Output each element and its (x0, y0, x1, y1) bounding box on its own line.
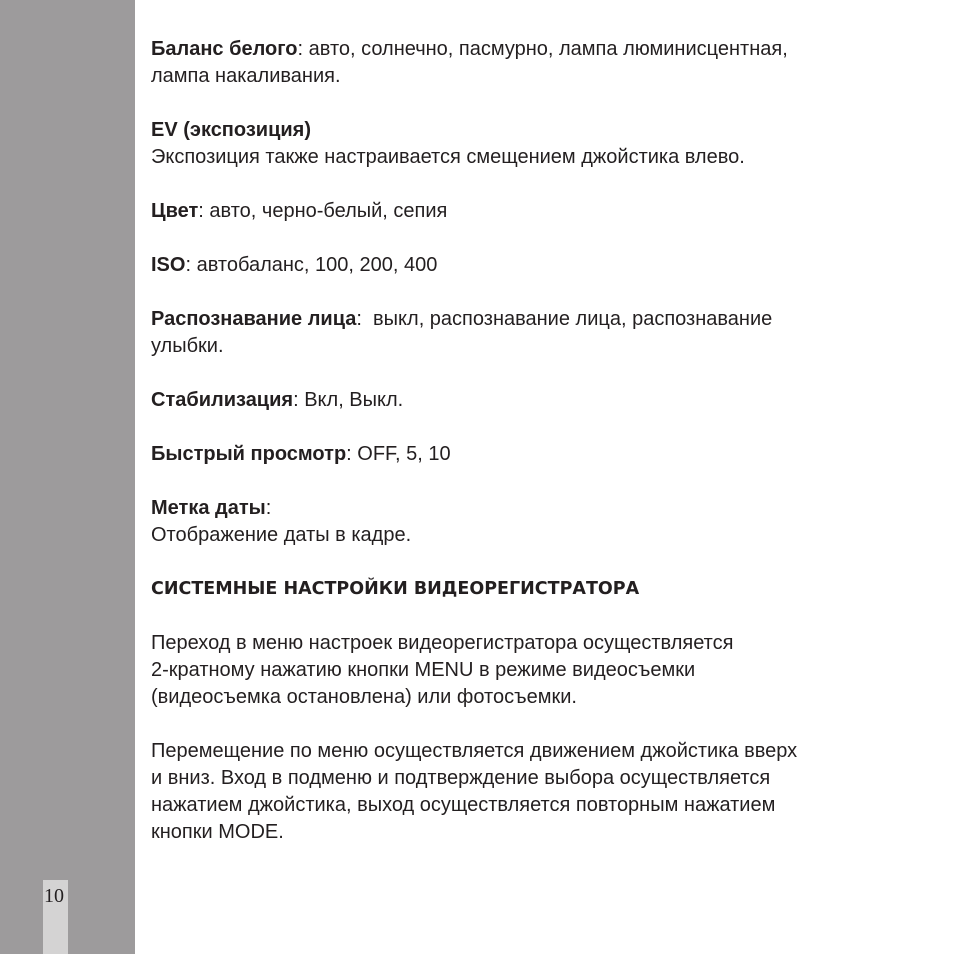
setting-color (151, 198, 911, 225)
setting-stabilization (151, 387, 911, 414)
setting-term: Распознавание лица (151, 308, 357, 330)
paragraph-line: Перемещение по меню осуществляется движением джойстика вверх (151, 740, 798, 762)
setting-values: авто, солнечно, пасмурно, лампа люминисцентная, (308, 38, 788, 60)
menu-navigation-paragraph (151, 738, 911, 846)
setting-values: автобаланс, 100, 200, 400 (196, 254, 438, 276)
setting-values: Вкл, Выкл. (304, 389, 404, 411)
setting-term: Стабилизация (151, 389, 294, 411)
setting-term: Метка даты (151, 497, 266, 519)
setting-separator: : (356, 308, 374, 330)
setting-term: Быстрый просмотр (151, 443, 347, 465)
paragraph-line: и вниз. Вход в подменю и подтверждение выбора осуществляется (151, 767, 771, 789)
setting-separator: : (265, 497, 272, 519)
paragraph-line: кнопки MODE. (151, 821, 284, 843)
setting-separator: : (293, 389, 305, 411)
setting-separator: : (297, 38, 309, 60)
page-number: 10 (44, 885, 64, 907)
setting-term: Баланс белого (151, 38, 298, 60)
setting-term: EV (экспозиция) (151, 119, 311, 141)
setting-separator: : (198, 200, 210, 222)
setting-separator: : (185, 254, 197, 276)
setting-ev (151, 117, 911, 171)
setting-term: Цвет (151, 200, 199, 222)
setting-quick-view (151, 441, 911, 468)
setting-values: OFF, 5, 10 (357, 443, 451, 465)
setting-description: Отображение даты в кадре. (151, 524, 412, 546)
setting-term: ISO (151, 254, 186, 276)
setting-face-detection (151, 306, 911, 360)
setting-values-continued: улыбки. (151, 335, 224, 357)
setting-date-stamp (151, 495, 911, 549)
setting-iso (151, 252, 911, 279)
setting-values: выкл, распознавание лица, распознавание (373, 308, 773, 330)
setting-description: Экспозиция также настраивается смещением джойстика влево. (151, 146, 745, 168)
setting-separator: : (346, 443, 358, 465)
setting-values-continued: лампа накаливания. (151, 65, 341, 87)
page-sidebar (0, 0, 135, 954)
setting-white-balance (151, 36, 911, 90)
paragraph-line: 2-кратному нажатию кнопки MENU в режиме видеосъемки (151, 659, 696, 681)
page-content (151, 36, 911, 873)
setting-values: авто, черно-белый, сепия (209, 200, 448, 222)
section-heading: СИСТЕМНЫЕ НАСТРОЙКИ ВИДЕОРЕГИСТРАТОРА (151, 579, 640, 599)
menu-access-paragraph (151, 630, 911, 711)
paragraph-line: Переход в меню настроек видеорегистратора осуществляется (151, 632, 734, 654)
paragraph-line: (видеосъемка остановлена) или фотосъемки. (151, 686, 577, 708)
paragraph-line: нажатием джойстика, выход осуществляется повторным нажатием (151, 794, 776, 816)
